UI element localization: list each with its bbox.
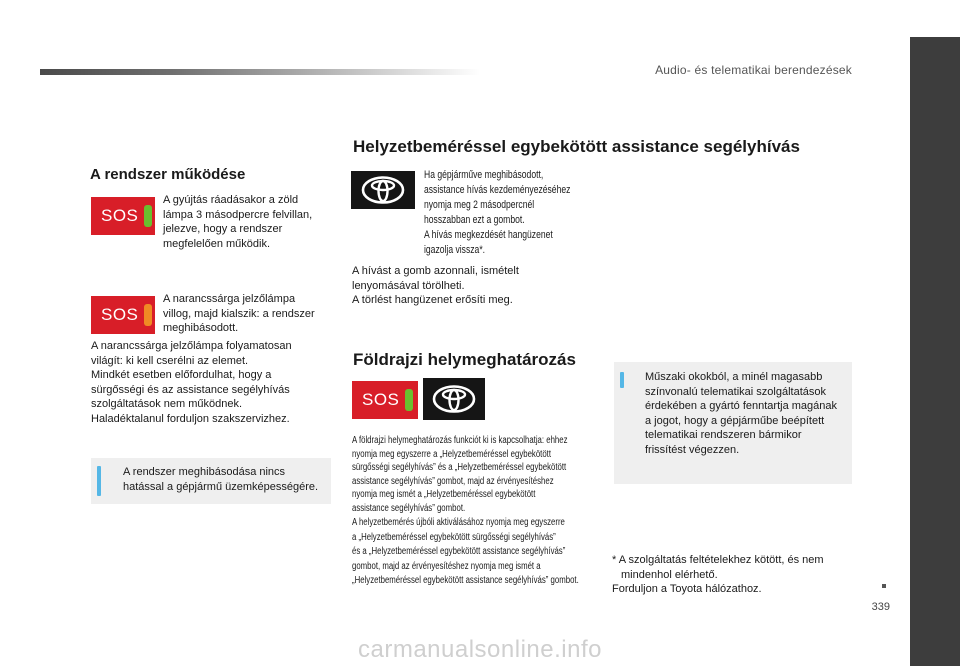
text-line: A narancssárga jelzőlámpa folyamatosan [91,340,292,352]
text-line: és a „Helyzetbeméréssel egybekötött assistance segélyhívás” [352,546,566,557]
toyota-logo-icon [432,385,476,413]
sos-button-orange [91,296,155,334]
text-line: a jogot, hogy a gépjárműbe beépített [645,414,825,427]
text-line: lámpa 3 másodpercre felvillan, [163,208,313,221]
text-line: jelezve, hogy a rendszer [163,223,283,235]
text-line: assistance hívás kezdeményezéséhez [424,184,571,196]
text-line: Forduljon a Toyota hálózathoz. [612,583,762,595]
text-line: megfelelően működik. [163,237,271,250]
text-line: lenyomásával törölheti. [352,279,465,292]
assistance-button [351,171,415,209]
text-line: gombot, majd az érvényesítéshez nyomja meg ismét a [352,560,541,572]
text-line: meghibásodott. [163,322,239,334]
toyota-logo-icon [361,176,405,204]
section-heading-system: A rendszer működése [90,166,246,183]
green-lamp-description [163,193,312,251]
footer-watermark: carmanualsonline.info [358,636,602,663]
text-line: A rendszer meghibásodása nincs [123,466,286,478]
info-bar-icon [620,372,624,388]
info-bar-icon [97,466,101,496]
text-line: sürgősségi és az assistance segélyhívás [91,383,290,396]
text-line: mindenhol elérhető. [621,568,718,581]
sos-label: SOS [101,305,139,324]
text-line: „Helyzetbeméréssel egybekötött assistance segélyhívás” gombot. [352,575,579,586]
text-line: telematikai rendszeren bármikor [645,429,802,441]
text-line: sürgősségi segélyhívás” és a „Helyzetbeméréssel egybekötött [352,462,567,473]
battery-warning-paragraph [91,339,292,426]
text-line: igazolja vissza*. [424,244,486,256]
text-line: assistance segélyhívás” gombot. [352,502,466,514]
orange-lamp-description [163,292,315,336]
info-note-right [614,362,852,484]
text-line: szolgáltatások nem működnek. [91,398,243,410]
text-line: nyomja meg ismét a „Helyzetbeméréssel egybekötött [352,489,536,500]
text-line: A gyújtás ráadásakor a zöld [163,194,299,206]
text-line: A hívást a gomb azonnali, ismételt [352,265,519,277]
page-header-title: Audio- és telematikai berendezések [655,63,852,77]
text-line: színvonalú telematikai szolgáltatások [645,385,826,398]
text-line: villog, majd kialszik: a rendszer [163,307,315,320]
sos-button-geo [352,381,418,419]
text-line: Haladéktalanul forduljon szakszervizhez. [91,412,290,425]
text-line: hatással a gépjármű üzemképességére. [123,480,319,493]
sos-label: SOS [362,390,400,409]
text-line: A földrajzi helymeghatározás funkciót ki is kapcsolhatja: ehhez [352,435,568,446]
text-line: nyomja meg 2 másodpercnél [424,199,535,211]
text-line: A helyzetbemérés újbóli aktiválásához nyomja meg egyszerre [352,517,565,528]
section-heading-geolocation: Földrajzi helymeghatározás [353,350,576,369]
page-marker [882,584,886,588]
text-line: világít: ki kell cserélni az elemet. [91,354,249,367]
text-line: A törlést hangüzenet erősíti meg. [352,294,513,306]
assistance-button-geo [423,378,485,420]
section-heading-assistance: Helyzetbeméréssel egybekötött assistance segélyhívás [353,137,800,156]
text-line: Műszaki okokból, a minél magasabb [645,371,823,383]
text-line: a „Helyzetbeméréssel egybekötött sürgősségi segélyhívás” [352,531,556,543]
text-line: Ha gépjárműve meghibásodott, [424,169,544,181]
text-line: nyomja meg egyszerre a „Helyzetbeméréssel egybekötött [352,448,551,460]
page-number: 339 [871,601,890,613]
text-line: * A szolgáltatás feltételekhez kötött, és nem [612,554,824,566]
sos-label: SOS [101,206,139,225]
geolocation-disable-paragraph [352,434,567,515]
text-line: érdekében a gyártó fenntartja magának [645,400,838,412]
note-text [123,465,318,494]
text-line: frissítést végezzen. [645,443,740,456]
text-line: A narancssárga jelzőlámpa [163,293,296,305]
text-line: hosszabban ezt a gombot. [424,214,525,226]
text-line: A hívás megkezdését hangüzenet [424,229,553,241]
note-text [645,370,837,457]
sos-button-green [91,197,155,235]
green-lamp-icon [405,389,413,411]
page-side-bar [910,37,960,666]
assistance-box-text [424,168,570,258]
text-line: Mindkét esetben előfordulhat, hogy a [91,369,272,381]
text-line: assistance segélyhívás” gombot, majd az érvényesítéshez [352,475,554,487]
footnote [612,553,824,597]
orange-lamp-icon [144,304,152,326]
green-lamp-icon [144,205,152,227]
info-note-left [91,458,331,504]
geolocation-enable-paragraph [352,516,579,589]
assistance-cancel-paragraph [352,264,519,308]
header-gradient-bar [40,69,480,75]
